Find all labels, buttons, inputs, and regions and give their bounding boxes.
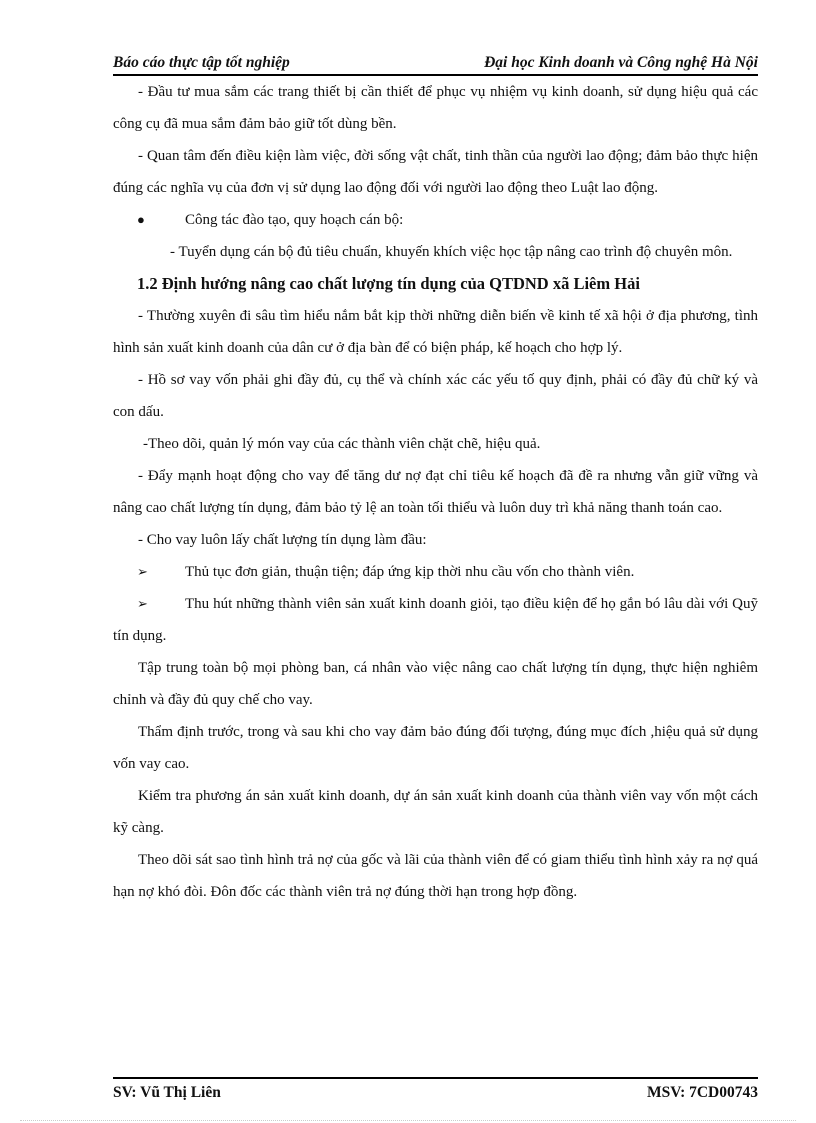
page-bottom-divider (20, 1120, 796, 1121)
arrow-bullet-icon: ➢ (137, 596, 148, 611)
arrow-item-text: Thủ tục đơn giản, thuận tiện; đáp ứng kịp thời nhu cầu vốn cho thành viên. (185, 564, 635, 580)
header-university-name: Đại học Kinh doanh và Công nghệ Hà Nội (484, 54, 758, 71)
arrow-bullet-icon: ➢ (137, 564, 148, 579)
paragraph: Thẩm định trước, trong và sau khi cho vay đảm bảo đúng đối tượng, đúng mục đích ,hiệu quả sử dụng vốn vay cao. (113, 724, 758, 772)
footer-student-name: SV: Vũ Thị Liên (113, 1084, 221, 1101)
arrow-item (113, 556, 758, 588)
header-report-title: Báo cáo thực tập tốt nghiệp (113, 54, 290, 71)
document-body (113, 76, 758, 908)
page-footer (113, 1077, 758, 1109)
paragraph: - Cho vay luôn lấy chất lượng tín dụng làm đầu: (138, 532, 427, 548)
paragraph: - Đầu tư mua sắm các trang thiết bị cần thiết để phục vụ nhiệm vụ kinh doanh, sử dụng hiệu quả các công cụ đã mua sắm đảm bảo giữ tốt dùng bền. (113, 84, 758, 132)
footer-student-id: MSV: 7CD00743 (647, 1084, 758, 1101)
arrow-item (113, 588, 758, 652)
paragraph: -Theo dõi, quản lý món vay của các thành viên chặt chẽ, hiệu quả. (143, 436, 541, 452)
paragraph: - Quan tâm đến điều kiện làm việc, đời sống vật chất, tinh thần của người lao động; đảm bảo thực hiện đúng các nghĩa vụ của đơn vị sử dụng lao động đối với người lao động theo Luật lao động. (113, 148, 758, 196)
section-heading: 1.2 Định hướng nâng cao chất lượng tín dụng của QTDND xã Liêm Hải (137, 274, 640, 293)
paragraph: - Hồ sơ vay vốn phải ghi đầy đủ, cụ thể và chính xác các yếu tố quy định, phải có đầy đủ chữ ký và con dấu. (113, 372, 758, 420)
paragraph: Tập trung toàn bộ mọi phòng ban, cá nhân vào việc nâng cao chất lượng tín dụng, thực hiện nghiêm chỉnh và đầy đủ quy chế cho vay. (113, 660, 758, 708)
bullet-dot-icon: ● (137, 212, 145, 227)
arrow-item-text: Thu hút những thành viên sản xuất kinh doanh giỏi, tạo điều kiện để họ gắn bó lâu dài với Quỹ tín dụng. (113, 596, 758, 644)
bullet-item (113, 204, 758, 236)
paragraph: Kiểm tra phương án sản xuất kinh doanh, dự án sản xuất kinh doanh của thành viên vay vốn một cách kỹ càng. (113, 788, 758, 836)
paragraph: Theo dõi sát sao tình hình trả nợ của gốc và lãi của thành viên để có giam thiểu tình hình xảy ra nợ quá hạn nợ khó đòi. Đôn đốc các thành viên trả nợ đúng thời hạn trong hợp đồng. (113, 852, 758, 900)
paragraph: - Thường xuyên đi sâu tìm hiểu nắm bắt kịp thời những diễn biến về kinh tế xã hội ở địa phương, tình hình sản xuất kinh doanh của dân cư ở địa bàn để có biện pháp, kế hoạch cho hợp lý. (113, 308, 758, 356)
paragraph: - Đẩy mạnh hoạt động cho vay để tăng dư nợ đạt chỉ tiêu kế hoạch đã đề ra nhưng vẫn giữ vững và nâng cao chất lượng tín dụng, đảm bảo tỷ lệ an toàn tối thiểu và luôn duy trì khả năng thanh toán cao. (113, 468, 758, 516)
paragraph: - Tuyển dụng cán bộ đủ tiêu chuẩn, khuyến khích việc học tập nâng cao trình độ chuyên môn. (170, 244, 733, 260)
bullet-item-text: Công tác đào tạo, quy hoạch cán bộ: (185, 212, 404, 228)
page-header (113, 52, 758, 76)
